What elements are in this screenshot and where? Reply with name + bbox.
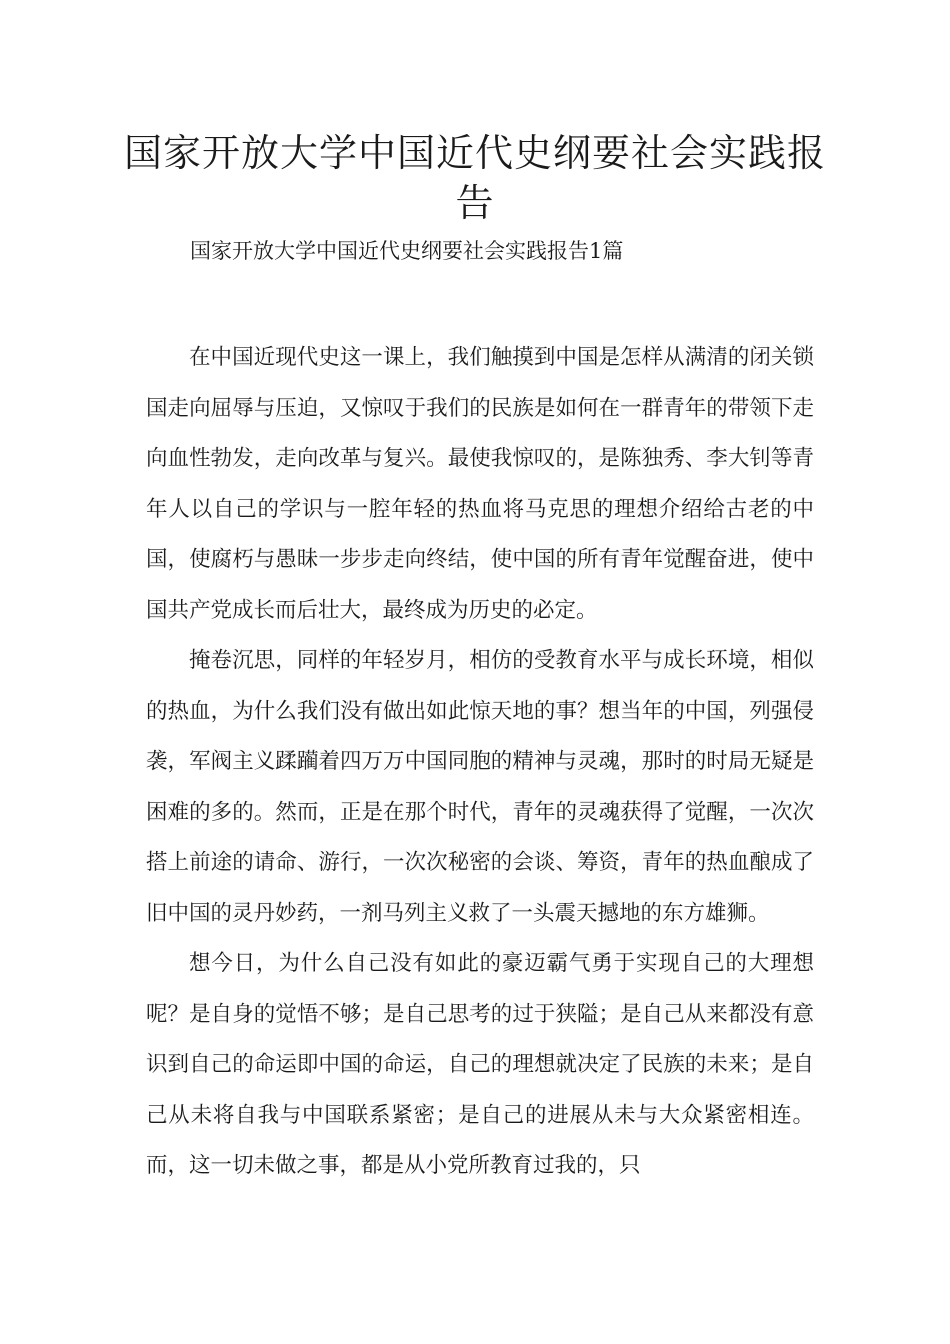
paragraph: 在中国近现代史这一课上，我们触摸到中国是怎样从满清的闭关锁国走向屈辱与压迫，又惊叹于我们的民族是如何在一群青年的带领下走向血性勃发，走向改革与复兴。最使我惊叹的，是陈独秀、李大钊等青年人以自己的学识与一腔年轻的热血将马克思的理想介绍给古老的中国，使腐朽与愚昧一步步走向终结，使中国的所有青年觉醒奋进，使中国共产党成长而后壮大，最终成为历史的必定。 [146, 345, 814, 623]
document-title: 国家开放大学中国近代史纲要社会实践报告 [123, 131, 826, 225]
document-body [146, 333, 814, 1192]
paragraph: 想今日，为什么自己没有如此的豪迈霸气勇于实现自己的大理想呢？是自身的觉悟不够；是自己思考的过于狭隘；是自己从来都没有意识到自己的命运即中国的命运，自己的理想就决定了民族的未来；是自己从未将自我与中国联系紧密；是自己的进展从未与大众紧密相连。而，这一切未做之事，都是从小党所教育过我的，只 [146, 951, 814, 1178]
paragraph: 掩卷沉思，同样的年轻岁月，相仿的受教育水平与成长环境，相似的热血，为什么我们没有做出如此惊天地的事？想当年的中国，列强侵袭，军阀主义蹂躏着四万万中国同胞的精神与灵魂，那时的时局无疑是困难的多的。然而，正是在那个时代，青年的灵魂获得了觉醒，一次次搭上前途的请命、游行，一次次秘密的会谈、筹资，青年的热血酿成了旧中国的灵丹妙药，一剂马列主义救了一头震天撼地的东方雄狮。 [146, 648, 814, 926]
document-subtitle: 国家开放大学中国近代史纲要社会实践报告1篇 [190, 239, 624, 263]
